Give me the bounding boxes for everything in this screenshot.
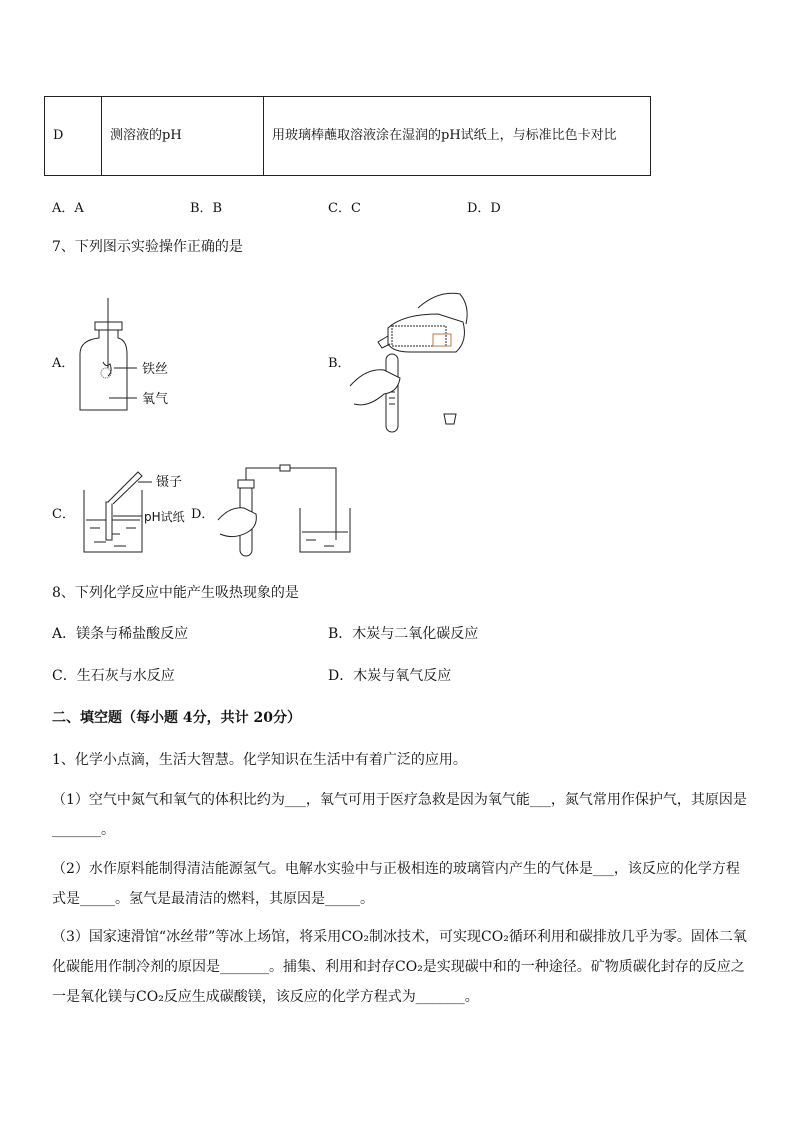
figure-c-label-tweezers: 镊子 — [156, 475, 183, 490]
q8-option-c[interactable]: C．生石灰与水反应 — [52, 668, 175, 684]
q6-option-d[interactable]: D．D — [467, 201, 501, 216]
fill-q1-part3: （3）国家速滑馆“冰丝带”等冰上场馆，将采用CO₂制冰技术，可实现CO₂循环利用和碳排放几乎为零。固体二氧化碳能用作制冷剂的原因是_______。捕集、利用和封存CO₂是实现碳中和的一种途径。矿物质碳化封存的反应之一是氧化镁与CO₂反应生成碳酸镁，该反应的化学方程式为_______。 — [52, 929, 747, 1005]
figure-c-label-ph-paper: pH试纸 — [144, 510, 185, 524]
figure-d-airtightness-check — [210, 462, 360, 562]
table-cell-option: D — [45, 97, 102, 176]
q8-option-a[interactable]: A．镁条与稀盐酸反应 — [52, 626, 189, 642]
fill-q1-stem: 1、化学小点滴，生活大智慧。化学知识在生活中有着广泛的应用。 — [52, 752, 467, 768]
figure-a-iron-wire-bottle — [75, 298, 185, 418]
q8-stem: 8、下列化学反应中能产生吸热现象的是 — [52, 585, 299, 601]
figure-b-pouring-liquid — [348, 286, 478, 436]
table-cell-method: 用玻璃棒蘸取溶液涂在湿润的pH试纸上，与标准比色卡对比 — [264, 97, 651, 176]
fill-q1-part2: （2）水作原料能制得清洁能源氢气。电解水实验中与正极相连的玻璃管内产生的气体是___，该反应的化学方程式是_____。氢气是最清洁的燃料，其原因是_____。 — [52, 861, 740, 907]
table-cell-experiment: 测溶液的pH — [102, 97, 264, 176]
answer-table — [44, 96, 651, 176]
q7-label-a[interactable]: A． — [52, 356, 75, 371]
q8-option-d[interactable]: D．木炭与氧气反应 — [328, 668, 452, 684]
q7-stem: 7、下列图示实验操作正确的是 — [52, 239, 243, 255]
q6-option-a[interactable]: A．A — [52, 201, 84, 216]
q7-label-d[interactable]: D． — [191, 507, 215, 522]
section-title: 二、填空题（每小题 4分，共计 20分） — [52, 710, 301, 726]
q8-option-b[interactable]: B．木炭与二氧化碳反应 — [328, 626, 479, 642]
figure-a-label-iron-wire: 铁丝 — [142, 362, 169, 377]
figure-a-label-oxygen: 氧气 — [142, 392, 169, 407]
table-row — [45, 97, 651, 176]
figure-c-ph-paper-beaker — [80, 470, 200, 560]
q7-label-b[interactable]: B． — [328, 356, 351, 371]
q7-label-c[interactable]: C． — [52, 507, 75, 522]
fill-q1-part1: （1）空气中氮气和氧气的体积比约为___，氧气可用于医疗急救是因为氧气能___，氮气常用作保护气，其原因是_______。 — [52, 792, 747, 838]
q6-option-c[interactable]: C．C — [328, 201, 361, 216]
q6-option-b[interactable]: B．B — [190, 201, 223, 216]
